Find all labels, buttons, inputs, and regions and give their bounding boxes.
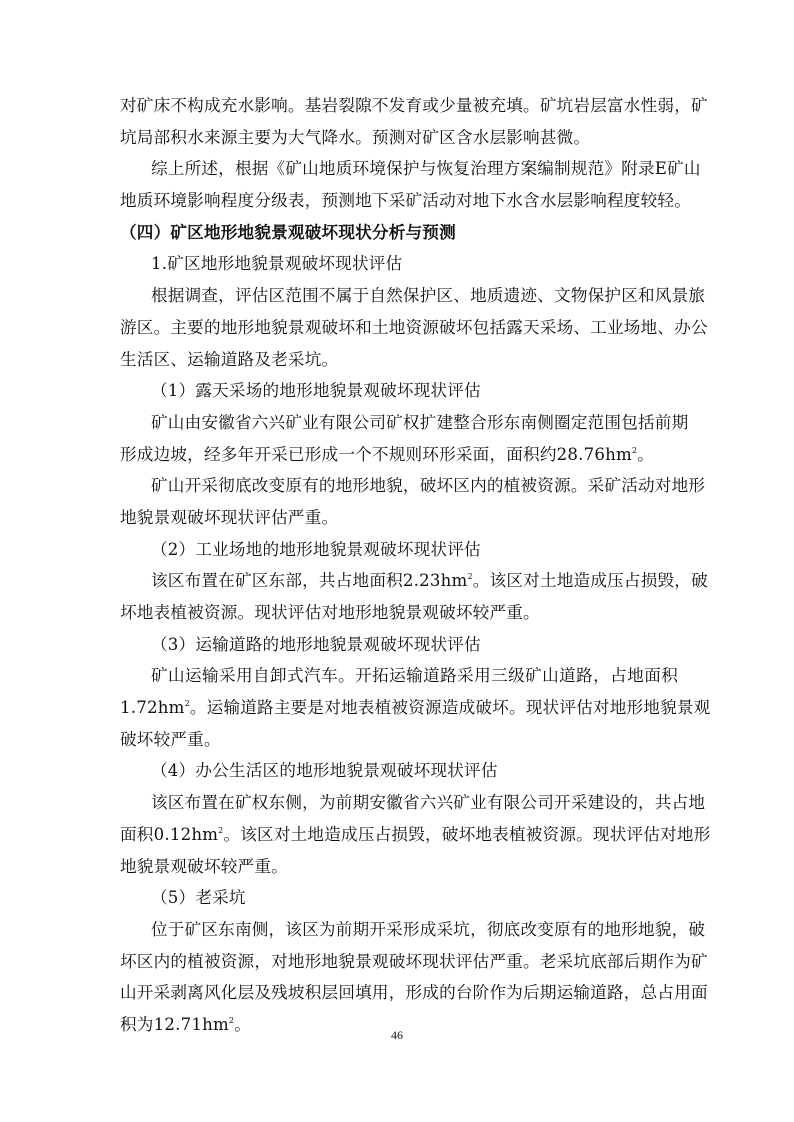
text-line: 坏地表植被资源。现状评估对地形地貌景观破坏较严重。 — [120, 603, 540, 622]
item-heading: （1）露天采场的地形地貌景观破坏现状评估 — [151, 381, 481, 401]
text-line — [120, 692, 711, 724]
text-line: 地质环境影响程度分级表，预测地下采矿活动对地下水含水层影响程度较轻。 — [120, 191, 691, 211]
text-line: 山开采剥离风化层及残坡积层回填用，形成的台阶作为后期运输道路，总占用面 — [120, 983, 708, 1003]
text-line — [120, 819, 711, 851]
text-segment: 该区布置在矿区东部，共占地面积2.23hm — [151, 571, 468, 591]
text-segment: 积为12.71hm — [120, 1014, 229, 1034]
text-line: 游区。主要的地形地貌景观破坏和土地资源破坏包括露天采场、工业场地、办公 — [120, 317, 708, 337]
text-line — [120, 565, 708, 597]
text-segment: 。 — [234, 1014, 252, 1034]
text-line: 坏区内的植被资源，对地形地貌景观破坏现状评估严重。老采坑底部后期作为矿 — [120, 951, 708, 971]
superscript: 2 — [184, 699, 190, 709]
text-line: 根据调查，评估区范围不属于自然保护区、地质遗迹、文物保护区和风景旅 — [151, 286, 706, 306]
text-segment: 。运输道路主要是对地表植被资源造成破坏。现状评估对地形地貌景观 — [189, 698, 711, 718]
text-line: 矿山开采彻底改变原有的地形地貌，破坏区内的植被资源。采矿活动对地形 — [151, 476, 706, 496]
item-heading: （2）工业场地的地形地貌景观破坏现状评估 — [151, 539, 481, 559]
text-line: 位于矿区东南侧，该区为前期开采形成采坑，彻底改变原有的地形地貌，破 — [151, 919, 706, 939]
body-text — [120, 90, 711, 1041]
text-line: 综上所述，根据《矿山地质环境保护与恢复治理方案编制规范》附录E矿山 — [151, 159, 701, 179]
superscript: 2 — [228, 1015, 235, 1025]
text-line — [120, 439, 678, 471]
item-heading: （4）办公生活区的地形地貌景观破坏现状评估 — [151, 761, 498, 781]
text-segment: 。该区对土地造成压占损毁，破 — [472, 571, 708, 591]
section-heading: （四）矿区地形地貌景观破坏现状分析与预测 — [120, 222, 456, 242]
superscript: 2 — [467, 572, 473, 582]
superscript: 2 — [631, 445, 638, 455]
text-segment: 。该区对土地造成压占损毁，破坏地表植被资源。现状评估对地形 — [223, 824, 711, 844]
text-line: 生活区、运输道路及老采坑。 — [120, 349, 339, 369]
page-number: 46 — [391, 1028, 403, 1042]
text-segment: 1.72hm — [120, 698, 185, 718]
text-line: 该区布置在矿权东侧，为前期安徽省六兴矿业有限公司开采建设的，共占地 — [151, 793, 706, 813]
text-line: 地貌景观破坏现状评估严重。 — [120, 507, 339, 527]
text-line: 矿山运输采用自卸式汽车。开拓运输道路采用三级矿山道路，占地面积 — [151, 666, 678, 686]
text-segment: 面积0.12hm — [120, 824, 219, 844]
item-heading: （5）老采坑 — [151, 888, 246, 908]
text-line: 地貌景观破坏较严重。 — [120, 856, 288, 876]
text-segment: 形成边坡，经多年开采已形成一个不规则环形采面，面积约28.76hm — [120, 444, 632, 464]
text-segment: 。 — [637, 444, 655, 464]
superscript: 2 — [218, 825, 224, 835]
subsection-heading: 1.矿区地形地貌景观破坏现状评估 — [151, 254, 403, 274]
text-line: 破坏较严重。 — [120, 729, 221, 749]
text-line: 坑局部积水来源主要为大气降水。预测对矿区含水层影响甚微。 — [120, 127, 591, 147]
item-heading: （3）运输道路的地形地貌景观破坏现状评估 — [151, 634, 481, 654]
text-line: 对矿床不构成充水影响。基岩裂隙不发育或少量被充填。矿坑岩层富水性弱，矿 — [120, 96, 708, 115]
text-line: 矿山由安徽省六兴矿业有限公司矿权扩建整合形东南侧圈定范围包括前期 — [151, 412, 689, 432]
